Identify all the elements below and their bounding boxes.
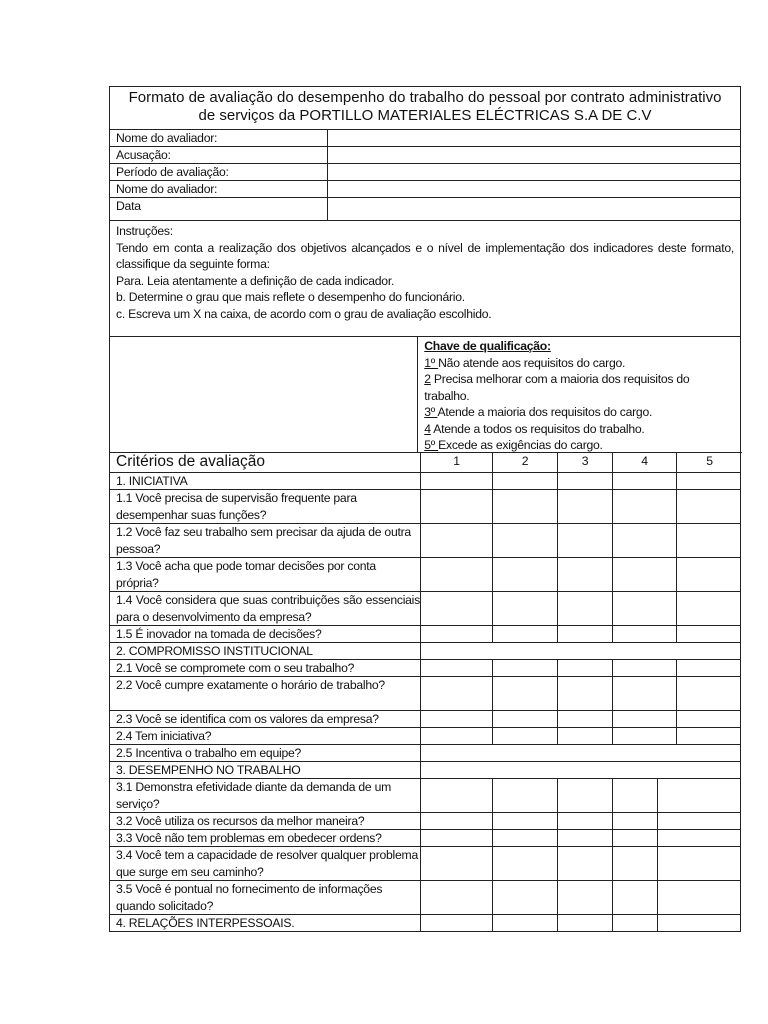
score-cell-1[interactable]: [421, 813, 493, 829]
score-cell-1[interactable]: [421, 711, 493, 727]
score-cell-1[interactable]: [421, 660, 493, 676]
info-value-field[interactable]: [328, 164, 740, 180]
score-cell-3[interactable]: [558, 813, 613, 829]
criteria-row: [110, 472, 740, 489]
score-cell-4[interactable]: [613, 779, 658, 812]
score-cell-5[interactable]: [658, 881, 740, 914]
score-cell-4[interactable]: [613, 847, 658, 880]
key-item: [424, 404, 734, 421]
info-row: [110, 163, 740, 180]
evaluation-form: [109, 86, 741, 932]
title-line-2: de serviços da PORTILLO MATERIALES ELÉCTRICAS S.A DE C.V: [198, 107, 652, 124]
instruction-line: b. Determine o grau que mais reflete o desempenho do funcionário.: [116, 290, 465, 304]
key-item-text: Excede as exigências do cargo.: [438, 438, 603, 452]
criteria-row: [110, 676, 740, 710]
score-cell-4[interactable]: [613, 677, 677, 710]
score-cell-5[interactable]: [677, 558, 740, 591]
criteria-label: 3.1 Demonstra efetividade diante da demanda de um serviço?: [110, 779, 421, 812]
score-cell-2[interactable]: [493, 830, 558, 846]
score-header-2: 2: [493, 453, 558, 472]
key-item-number: 2: [424, 372, 431, 386]
criteria-row: [110, 659, 740, 676]
score-cell-5[interactable]: [658, 915, 740, 931]
criteria-row: [110, 642, 740, 659]
score-cell-4[interactable]: [613, 558, 677, 591]
score-cell-1[interactable]: [421, 592, 493, 625]
criteria-label: 2. COMPROMISSO INSTITUCIONAL: [110, 643, 421, 659]
score-cell-2[interactable]: [493, 626, 558, 642]
score-cell-5[interactable]: [677, 728, 740, 744]
criteria-row: [110, 914, 740, 931]
score-cell-4[interactable]: [613, 813, 658, 829]
score-cell-4[interactable]: [613, 915, 658, 931]
info-value-field[interactable]: [328, 147, 740, 163]
criteria-label: 1.1 Você precisa de supervisão frequente para desempenhar suas funções?: [110, 490, 421, 523]
score-cell-3[interactable]: [558, 660, 613, 676]
score-cell-3[interactable]: [558, 881, 613, 914]
instruction-line: c. Escreva um X na caixa, de acordo com o grau de avaliação escolhido.: [116, 306, 492, 321]
info-label: Nome do avaliador:: [110, 130, 328, 146]
score-cell-5[interactable]: [677, 711, 740, 727]
criteria-heading: Critérios de avaliação: [110, 452, 421, 472]
score-cell-2[interactable]: [493, 490, 558, 523]
instruction-line: Para. Leia atentamente a definição de cada indicador.: [116, 273, 395, 288]
rating-key: [110, 336, 740, 452]
score-cell-4[interactable]: [613, 524, 677, 557]
key-item-text: Atende a todos os requisitos do trabalho.: [430, 421, 645, 436]
score-cell-2[interactable]: [493, 660, 558, 676]
score-cell-1[interactable]: [421, 490, 493, 523]
key-list: [418, 337, 740, 452]
criteria-label: 3.5 Você é pontual no fornecimento de informações quando solicitado?: [110, 881, 421, 914]
score-cell-4[interactable]: [613, 881, 658, 914]
criteria-label: 1.5 É inovador na tomada de decisões?: [110, 626, 421, 642]
score-cell-2[interactable]: [493, 524, 558, 557]
info-row: [110, 129, 740, 146]
criteria-row: [110, 625, 740, 642]
score-cell-5[interactable]: [677, 592, 740, 625]
score-cell-4[interactable]: [613, 473, 677, 489]
score-cell-3[interactable]: [558, 677, 613, 710]
score-cell-1[interactable]: [421, 915, 493, 931]
score-cell-5[interactable]: [658, 779, 740, 812]
criteria-row: [110, 523, 740, 557]
criteria-label: 3.4 Você tem a capacidade de resolver qualquer problema que surge em seu caminho?: [110, 847, 421, 880]
criteria-label: 3.3 Você não tem problemas em obedecer ordens?: [110, 830, 421, 846]
key-item-number: 4: [424, 421, 431, 436]
criteria-label: 3.2 Você utiliza os recursos da melhor maneira?: [110, 813, 421, 829]
score-cell-2[interactable]: [493, 915, 558, 931]
score-cell-3[interactable]: [558, 558, 613, 591]
info-row: [110, 180, 740, 197]
score-cell-4[interactable]: [613, 711, 677, 727]
info-label: Data: [110, 198, 328, 220]
info-label: Período de avaliação:: [110, 164, 328, 180]
key-item-number: 3º: [424, 405, 438, 419]
score-cell-3[interactable]: [558, 728, 613, 744]
score-cell-3[interactable]: [558, 915, 613, 931]
key-item: [424, 355, 734, 372]
score-cell-3[interactable]: [558, 592, 613, 625]
info-value-field[interactable]: [328, 130, 740, 146]
key-item-text: Atende a maioria dos requisitos do cargo.: [437, 405, 653, 419]
criteria-row: [110, 744, 740, 761]
instruction-line: Tendo em conta a realização dos objetivos alcançados e o nível de implementação dos indicadores deste formato, classifique da seguinte forma:: [116, 240, 734, 271]
score-cell-3[interactable]: [558, 711, 613, 727]
score-cell-5[interactable]: [658, 830, 740, 846]
criteria-label: 2.4 Tem iniciativa?: [110, 728, 421, 744]
score-cell-5[interactable]: [677, 660, 740, 676]
criteria-header-row: [110, 452, 740, 472]
score-cell-2[interactable]: [493, 473, 558, 489]
form-title: [110, 87, 740, 129]
score-cell-4[interactable]: [613, 490, 677, 523]
score-cell-5[interactable]: [658, 813, 740, 829]
score-cell-3[interactable]: [558, 830, 613, 846]
score-cell-3[interactable]: [558, 490, 613, 523]
score-cell-3[interactable]: [558, 847, 613, 880]
info-row: [110, 197, 740, 220]
score-cell-5[interactable]: [677, 677, 740, 710]
info-value-field[interactable]: [328, 181, 740, 197]
score-cell-1[interactable]: [421, 728, 493, 744]
criteria-row: [110, 812, 740, 829]
criteria-label: 4. RELAÇÕES INTERPESSOAIS.: [110, 915, 421, 931]
criteria-row: [110, 489, 740, 523]
score-cell-4[interactable]: [613, 592, 677, 625]
score-cell-2[interactable]: [493, 847, 558, 880]
score-header-1: 1: [421, 453, 493, 472]
info-row: [110, 146, 740, 163]
score-cell-2[interactable]: [493, 728, 558, 744]
score-cell-2[interactable]: [493, 677, 558, 710]
score-cell-1[interactable]: [421, 558, 493, 591]
score-cell-3[interactable]: [558, 473, 613, 489]
score-cell-1[interactable]: [421, 881, 493, 914]
criteria-row: [110, 880, 740, 914]
criteria-label: 1.3 Você acha que pode tomar decisões por conta própria?: [110, 558, 421, 591]
instructions-heading: Instruções:: [116, 224, 173, 238]
title-line-1: Formato de avaliação do desempenho do trabalho do pessoal por contrato administrativo: [128, 89, 722, 106]
criteria-row: [110, 557, 740, 591]
score-cell-2[interactable]: [493, 881, 558, 914]
key-item: [424, 371, 734, 404]
score-header-3: 3: [558, 453, 613, 472]
score-cell-2[interactable]: [493, 711, 558, 727]
instructions: [110, 220, 740, 336]
key-item-text: Precisa melhorar com a maioria dos requisitos do trabalho.: [424, 372, 690, 403]
key-heading: Chave de qualificação:: [424, 339, 551, 353]
criteria-label: 2.1 Você se compromete com o seu trabalho?: [110, 660, 421, 676]
criteria-label: 2.2 Você cumpre exatamente o horário de trabalho?: [110, 677, 421, 710]
score-cell-2[interactable]: [493, 592, 558, 625]
score-cell-1[interactable]: [421, 830, 493, 846]
criteria-label: 1.4 Você considera que suas contribuições são essenciais para o desenvolvimento da empresa?: [110, 592, 421, 625]
score-cell-5[interactable]: [677, 473, 740, 489]
score-cell-3[interactable]: [558, 779, 613, 812]
criteria-row: [110, 761, 740, 778]
criteria-row: [110, 727, 740, 744]
score-cell-4[interactable]: [613, 728, 677, 744]
info-value-field[interactable]: [328, 198, 740, 220]
info-label: Nome do avaliador:: [110, 181, 328, 197]
score-cell-5[interactable]: [677, 490, 740, 523]
score-header-5: 5: [706, 454, 713, 468]
key-item: [424, 421, 734, 438]
score-cell-2[interactable]: [493, 813, 558, 829]
criteria-row: [110, 846, 740, 880]
criteria-label: 1.2 Você faz seu trabalho sem precisar da ajuda de outra pessoa?: [110, 524, 421, 557]
score-cell-2[interactable]: [493, 779, 558, 812]
criteria-row: [110, 710, 740, 727]
score-cell-1[interactable]: [421, 677, 493, 710]
score-cell-1[interactable]: [421, 779, 493, 812]
score-cell-1[interactable]: [421, 626, 493, 642]
score-cell-1[interactable]: [421, 847, 493, 880]
score-cell-5[interactable]: [658, 847, 740, 880]
score-cell-4[interactable]: [613, 830, 658, 846]
criteria-row: [110, 829, 740, 846]
criteria-label: 3. DESEMPENHO NO TRABALHO: [110, 762, 421, 778]
score-cell-3[interactable]: [558, 626, 613, 642]
score-cell-5[interactable]: [677, 626, 740, 642]
criteria-label: 2.5 Incentiva o trabalho em equipe?: [110, 745, 421, 761]
key-item-number: 5º: [424, 438, 439, 452]
criteria-row: [110, 778, 740, 812]
key-item-text: Não atende aos requisitos do cargo.: [438, 355, 626, 370]
score-cell-3[interactable]: [558, 524, 613, 557]
info-label: Acusação:: [110, 147, 328, 163]
score-cell-5[interactable]: [677, 524, 740, 557]
criteria-label: 1. INICIATIVA: [110, 473, 421, 489]
score-cell-1[interactable]: [421, 473, 493, 489]
score-cell-4[interactable]: [613, 626, 677, 642]
key-blank: [110, 337, 418, 452]
score-cell-1[interactable]: [421, 524, 493, 557]
criteria-label: 2.3 Você se identifica com os valores da empresa?: [110, 711, 421, 727]
score-cell-4[interactable]: [613, 660, 677, 676]
criteria-row: [110, 591, 740, 625]
score-header-4: 4: [613, 453, 677, 472]
score-cell-2[interactable]: [493, 558, 558, 591]
key-item-number: 1º: [424, 355, 439, 370]
